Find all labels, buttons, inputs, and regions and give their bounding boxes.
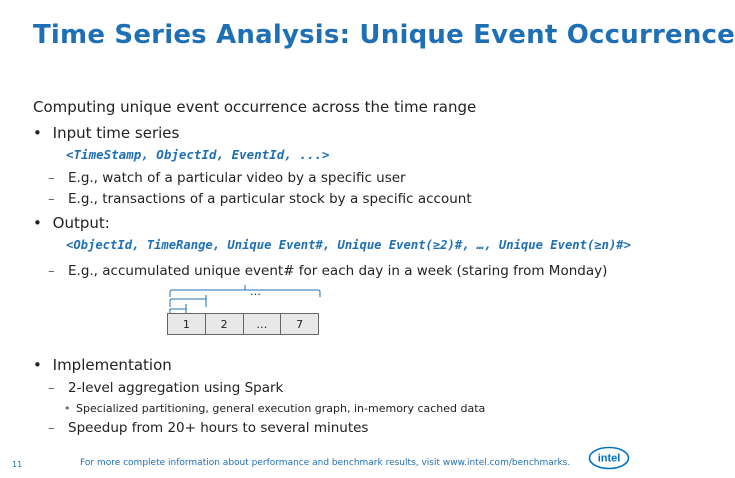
input-example-1 — [48, 170, 406, 186]
dash-glyph: – — [48, 380, 55, 396]
output-example — [48, 263, 607, 279]
dot-glyph: • — [64, 402, 71, 415]
input-example-2 — [48, 191, 472, 207]
day-cell: 2 — [205, 313, 243, 335]
slide-title: Time Series Analysis: Unique Event Occurrence — [33, 20, 735, 50]
diagram-ellipsis: … — [250, 285, 261, 298]
dash-glyph: – — [48, 263, 55, 279]
page-number: 11 — [12, 460, 23, 469]
impl-item-1-text: 2-level aggregation using Spark — [68, 380, 284, 396]
input-code: <TimeStamp, ObjectId, EventId, ...> — [66, 147, 330, 162]
footer-note: For more complete information about performance and benchmark results, visit www.intel.com/benchmarks. — [80, 458, 571, 468]
dash-glyph: – — [48, 191, 55, 207]
day-cells — [167, 313, 319, 335]
bullet-implementation-label: Implementation — [52, 356, 172, 374]
bullet-glyph: • — [33, 124, 42, 142]
intel-logo-text: intel — [597, 452, 621, 465]
impl-item-1-sub — [64, 402, 485, 415]
bullet-input-label: Input time series — [52, 124, 180, 142]
accumulation-brackets — [160, 283, 330, 315]
day-cell: 7 — [280, 313, 319, 335]
impl-item-1-sub-text: Specialized partitioning, general execution graph, in-memory cached data — [76, 402, 486, 415]
bullet-glyph: • — [33, 214, 42, 232]
impl-item-2-text: Speedup from 20+ hours to several minutes — [68, 420, 369, 436]
input-example-2-text: E.g., transactions of a particular stock by a specific account — [68, 191, 472, 207]
dash-glyph: – — [48, 420, 55, 436]
bullet-output — [33, 214, 110, 232]
output-example-text: E.g., accumulated unique event# for each day in a week (staring from Monday) — [68, 263, 608, 279]
bracket-week — [170, 290, 320, 297]
input-example-1-text: E.g., watch of a particular video by a specific user — [68, 170, 406, 186]
day-cell: 1 — [167, 313, 205, 335]
bullet-glyph: • — [33, 356, 42, 374]
bullet-implementation — [33, 356, 172, 374]
output-code: <ObjectId, TimeRange, Unique Event#, Unique Event(≥2)#, …, Unique Event(≥n)#> — [66, 238, 631, 252]
bracket-day2 — [170, 299, 206, 307]
day-cell: … — [243, 313, 281, 335]
impl-item-1 — [48, 380, 283, 396]
impl-item-2 — [48, 420, 368, 436]
dash-glyph: – — [48, 170, 55, 186]
bullet-output-label: Output: — [52, 214, 110, 232]
lead-text: Computing unique event occurrence across the time range — [33, 98, 477, 116]
intel-logo — [588, 446, 630, 470]
bullet-input — [33, 124, 179, 142]
